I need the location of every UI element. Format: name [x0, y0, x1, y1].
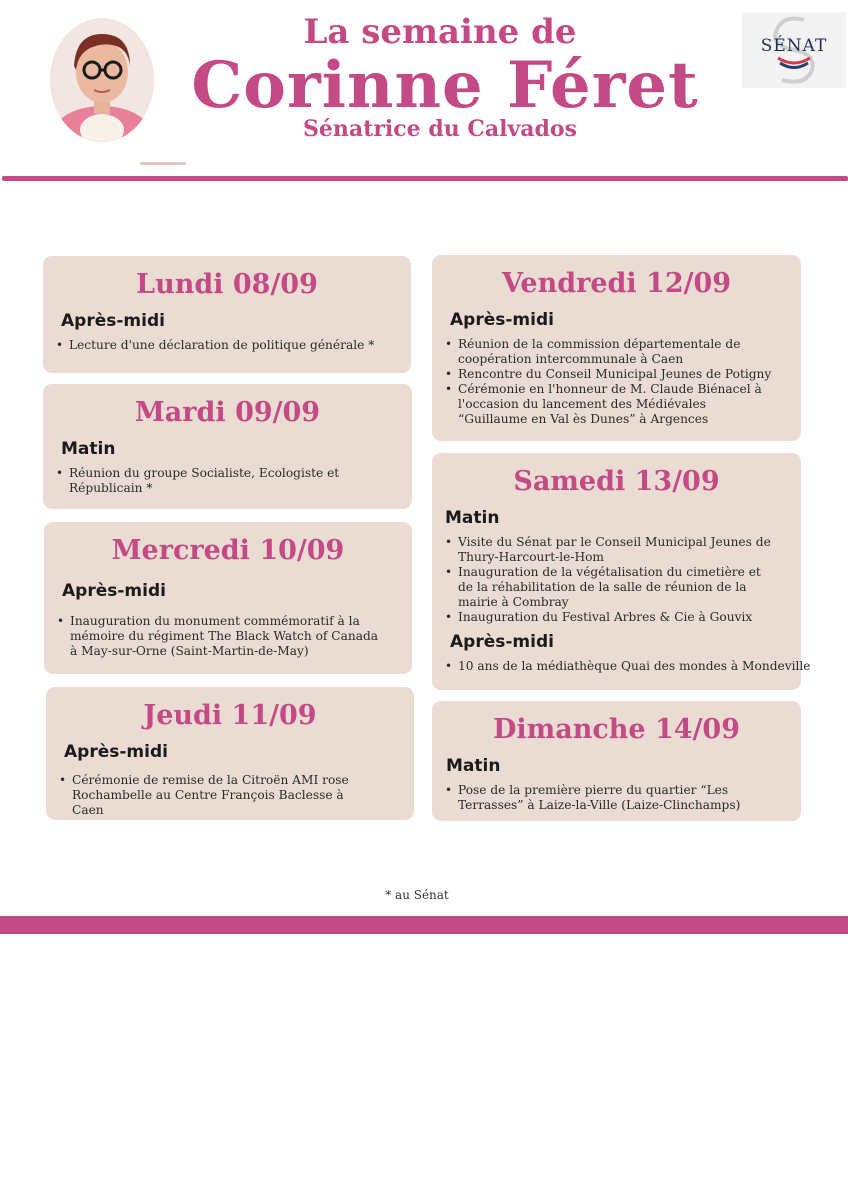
header-divider: [2, 176, 848, 181]
day-title: Dimanche 14/09: [492, 714, 741, 745]
day-title: Samedi 13/09: [513, 466, 720, 497]
event-item: • 10 ans de la médiathèque Quai des mondes à Mondeville: [458, 659, 799, 674]
event-item: • Lecture d'une déclaration de politique générale *: [69, 338, 411, 353]
title-line-1: La semaine de: [303, 12, 577, 52]
event-item: • Rencontre du Conseil Municipal Jeunes de Potigny: [458, 367, 773, 382]
section-title: Après-midi: [64, 742, 168, 762]
event-list: [432, 535, 801, 625]
day-title: Mercredi 10/09: [111, 535, 345, 566]
day-card-vendredi: [432, 255, 801, 441]
page-header: [0, 0, 848, 190]
event-list: [432, 783, 801, 813]
day-card-jeudi: [46, 687, 414, 820]
section-title: Matin: [61, 439, 116, 459]
day-title: Vendredi 12/09: [501, 268, 732, 299]
event-list: [43, 466, 412, 496]
decorative-mark: [140, 162, 186, 165]
event-item: • Cérémonie de remise de la Citroën AMI rose Rochambelle au Centre François Baclesse à Caen: [72, 773, 374, 818]
event-item: • Visite du Sénat par le Conseil Municipal Jeunes de Thury-Harcourt-le-Hom: [458, 535, 779, 565]
event-item: • Inauguration de la végétalisation du cimetière et de la réhabilitation de la salle de réunion de la mairie à Combray: [458, 565, 779, 610]
event-list: [43, 338, 411, 353]
event-list: [432, 337, 801, 427]
day-card-samedi: [432, 453, 811, 690]
senat-logo: [742, 12, 846, 88]
section-title: Après-midi: [62, 581, 166, 601]
senator-role: Sénatrice du Calvados: [303, 116, 577, 142]
logo-text: SÉNAT: [760, 36, 828, 56]
footer-band: [0, 916, 848, 934]
day-title: Mardi 09/09: [134, 397, 321, 428]
day-title: Lundi 08/09: [136, 269, 318, 300]
day-card-mercredi: [44, 522, 412, 674]
event-item: • Cérémonie en l'honneur de M. Claude Biénacel à l'occasion du lancement des Médiévales “Guillaume en Val ès Dunes” à Argences: [458, 382, 773, 427]
event-item: • Réunion du groupe Socialiste, Ecologiste et Républicain *: [69, 466, 372, 496]
section-title: Matin: [445, 508, 500, 528]
senator-name: Corinne Féret: [191, 48, 699, 123]
event-item: • Inauguration du Festival Arbres & Cie à Gouvix: [458, 610, 779, 625]
event-item: • Inauguration du monument commémoratif à la mémoire du régiment The Black Watch of Canada à May-sur-Orne (Saint-Martin-de-May): [70, 614, 382, 659]
section-title: Matin: [446, 756, 501, 776]
section-title: Après-midi: [61, 311, 165, 331]
day-title: Jeudi 11/09: [143, 700, 317, 731]
footnote: * au Sénat: [385, 888, 449, 902]
event-list: [46, 773, 414, 818]
event-list: [44, 614, 412, 659]
day-card-lundi: [43, 256, 411, 373]
section-title: Après-midi: [450, 310, 554, 330]
day-card-mardi: [43, 384, 412, 509]
section-title: Après-midi: [450, 632, 554, 652]
event-item: • Pose de la première pierre du quartier “Les Terrasses” à Laize-la-Ville (Laize-Clinchamps): [458, 783, 781, 813]
event-item: • Réunion de la commission départementale de coopération intercommunale à Caen: [458, 337, 773, 367]
day-card-dimanche: [432, 701, 801, 821]
event-list: [432, 659, 811, 674]
